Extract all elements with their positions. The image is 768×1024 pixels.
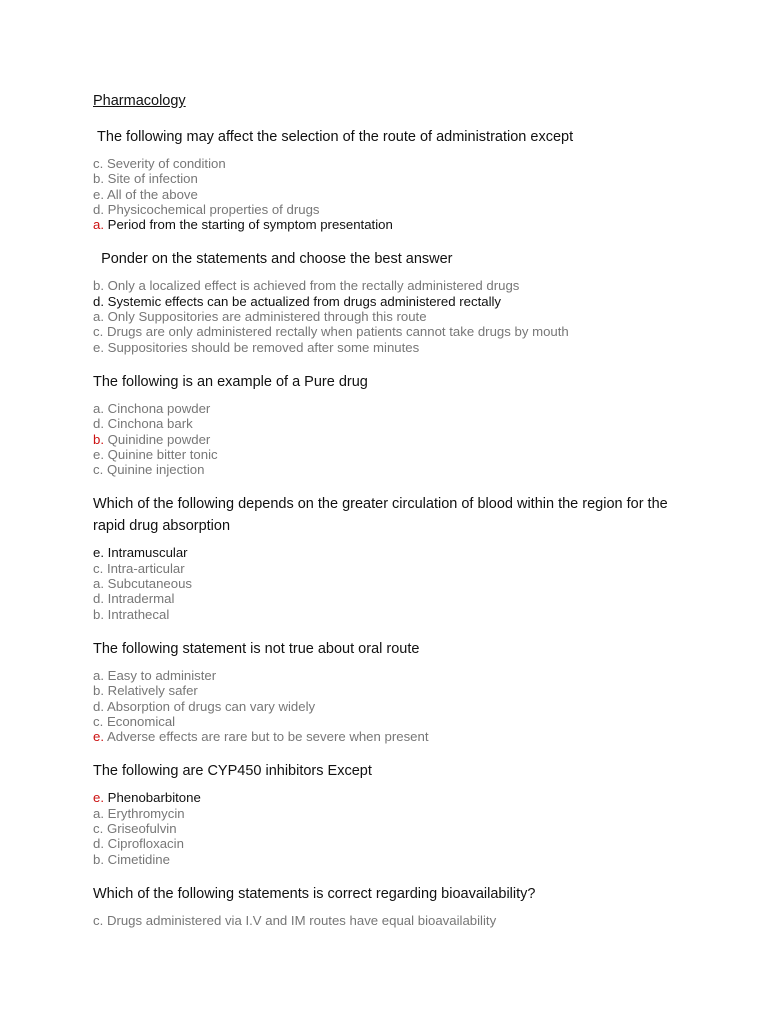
question-block	[93, 760, 693, 866]
option-text: Only a localized effect is achieved from the rectally administered drugs	[107, 278, 520, 294]
option-list	[93, 156, 693, 232]
option-text: Cinchona bark	[107, 416, 193, 432]
answer-option	[93, 340, 693, 355]
answer-option	[93, 462, 693, 477]
answer-option	[93, 202, 693, 217]
option-letter: c.	[93, 560, 104, 576]
option-letter: a.	[93, 667, 104, 683]
answer-option	[93, 217, 693, 232]
option-letter: c.	[93, 821, 104, 837]
option-text: Quinine injection	[106, 462, 205, 478]
option-text: Systemic effects can be actualized from drugs administered rectally	[107, 293, 502, 309]
option-letter: b.	[93, 851, 104, 867]
option-letter: e.	[93, 446, 104, 462]
answer-option	[93, 545, 693, 560]
answer-option	[93, 278, 693, 293]
option-text: Intradermal	[107, 591, 175, 607]
question-block	[93, 883, 693, 928]
option-letter: e.	[93, 545, 104, 561]
question-block	[93, 371, 693, 477]
question-text: The following may affect the selection of the route of administration except	[93, 129, 574, 145]
option-text: Intra-articular	[106, 560, 185, 576]
answer-option	[93, 913, 693, 928]
option-letter: a.	[93, 576, 104, 592]
option-letter: d.	[93, 416, 104, 432]
option-list	[93, 913, 693, 928]
question-block	[93, 248, 693, 354]
answer-option	[93, 806, 693, 821]
option-text: Suppositories should be removed after some minutes	[107, 339, 420, 355]
option-text: Quinine bitter tonic	[107, 446, 218, 462]
answer-option	[93, 416, 693, 431]
answer-option	[93, 432, 693, 447]
option-text: Phenobarbitone	[107, 790, 201, 806]
option-text: Adverse effects are rare but to be severe when present	[106, 729, 429, 745]
option-text: Quinidine powder	[107, 431, 211, 447]
answer-option	[93, 714, 693, 729]
answer-option	[93, 447, 693, 462]
answer-option	[93, 668, 693, 683]
question-block	[93, 126, 693, 232]
option-text: Intramuscular	[107, 545, 188, 561]
option-letter: a.	[93, 309, 104, 325]
option-letter: e.	[93, 790, 104, 806]
option-letter: e.	[93, 186, 104, 202]
document-page	[93, 92, 693, 944]
answer-option	[93, 156, 693, 171]
question-text: The following are CYP450 inhibitors Except	[93, 763, 372, 780]
answer-option	[93, 729, 693, 744]
option-text: Ciprofloxacin	[107, 836, 184, 852]
option-letter: e.	[93, 339, 104, 355]
option-letter: d.	[93, 836, 104, 852]
question-block	[93, 493, 693, 621]
option-list	[93, 545, 693, 621]
option-letter: b.	[93, 278, 104, 294]
answer-option	[93, 683, 693, 698]
option-text: Physicochemical properties of drugs	[107, 201, 320, 217]
option-letter: a.	[93, 217, 104, 233]
question-text: Which of the following statements is correct regarding bioavailability?	[93, 885, 536, 902]
option-text: Period from the starting of symptom presentation	[107, 217, 393, 233]
option-letter: c.	[93, 713, 104, 729]
answer-option	[93, 591, 693, 606]
option-letter: c.	[93, 462, 104, 478]
option-text: Only Suppositories are administered through this route	[107, 309, 427, 325]
option-text: Easy to administer	[107, 667, 217, 683]
option-text: Drugs administered via I.V and IM routes have equal bioavailability	[106, 912, 497, 928]
option-list	[93, 278, 693, 354]
answer-option	[93, 187, 693, 202]
option-letter: a.	[93, 805, 104, 821]
answer-option	[93, 821, 693, 836]
question-text: Which of the following depends on the greater circulation of blood within the region for the rapid drug absorption	[93, 496, 672, 535]
option-letter: b.	[93, 171, 104, 187]
answer-option	[93, 852, 693, 867]
option-letter: d.	[93, 591, 104, 607]
option-list	[93, 790, 693, 866]
answer-option	[93, 561, 693, 576]
page-title: Pharmacology	[93, 93, 186, 109]
answer-option	[93, 171, 693, 186]
answer-option	[93, 699, 693, 714]
answer-option	[93, 836, 693, 851]
option-letter: d.	[93, 698, 104, 714]
option-text: Absorption of drugs can vary widely	[106, 698, 316, 714]
option-text: Griseofulvin	[106, 821, 177, 837]
option-letter: d.	[93, 293, 104, 309]
answer-option	[93, 790, 693, 805]
option-letter: d.	[93, 201, 104, 217]
option-text: Site of infection	[107, 171, 198, 187]
question-text: The following is an example of a Pure drug	[93, 373, 368, 390]
option-letter: c.	[93, 156, 104, 171]
option-letter: b.	[93, 431, 104, 447]
option-letter: e.	[93, 729, 104, 745]
answer-option	[93, 576, 693, 591]
answer-option	[93, 294, 693, 309]
option-letter: a.	[93, 400, 104, 416]
option-text: Drugs are only administered rectally when patients cannot take drugs by mouth	[106, 324, 569, 340]
option-text: Relatively safer	[107, 683, 198, 699]
answer-option	[93, 309, 693, 324]
option-text: Cinchona powder	[107, 400, 211, 416]
option-text: Intrathecal	[107, 606, 170, 622]
answer-option	[93, 607, 693, 622]
option-letter: b.	[93, 606, 104, 622]
option-letter: c.	[93, 912, 104, 928]
question-list	[93, 126, 693, 928]
option-text: Cimetidine	[107, 851, 170, 867]
option-text: Economical	[106, 713, 176, 729]
option-list	[93, 401, 693, 477]
question-text: The following statement is not true about oral route	[93, 640, 420, 657]
option-text: Erythromycin	[107, 805, 185, 821]
option-letter: b.	[93, 683, 104, 699]
option-text: All of the above	[106, 186, 198, 202]
question-block	[93, 638, 693, 744]
option-text: Subcutaneous	[107, 576, 192, 592]
answer-option	[93, 401, 693, 416]
option-letter: c.	[93, 324, 104, 340]
answer-option	[93, 324, 693, 339]
question-text: Ponder on the statements and choose the best answer	[93, 251, 453, 268]
option-text: Severity of condition	[106, 156, 226, 171]
option-list	[93, 668, 693, 744]
